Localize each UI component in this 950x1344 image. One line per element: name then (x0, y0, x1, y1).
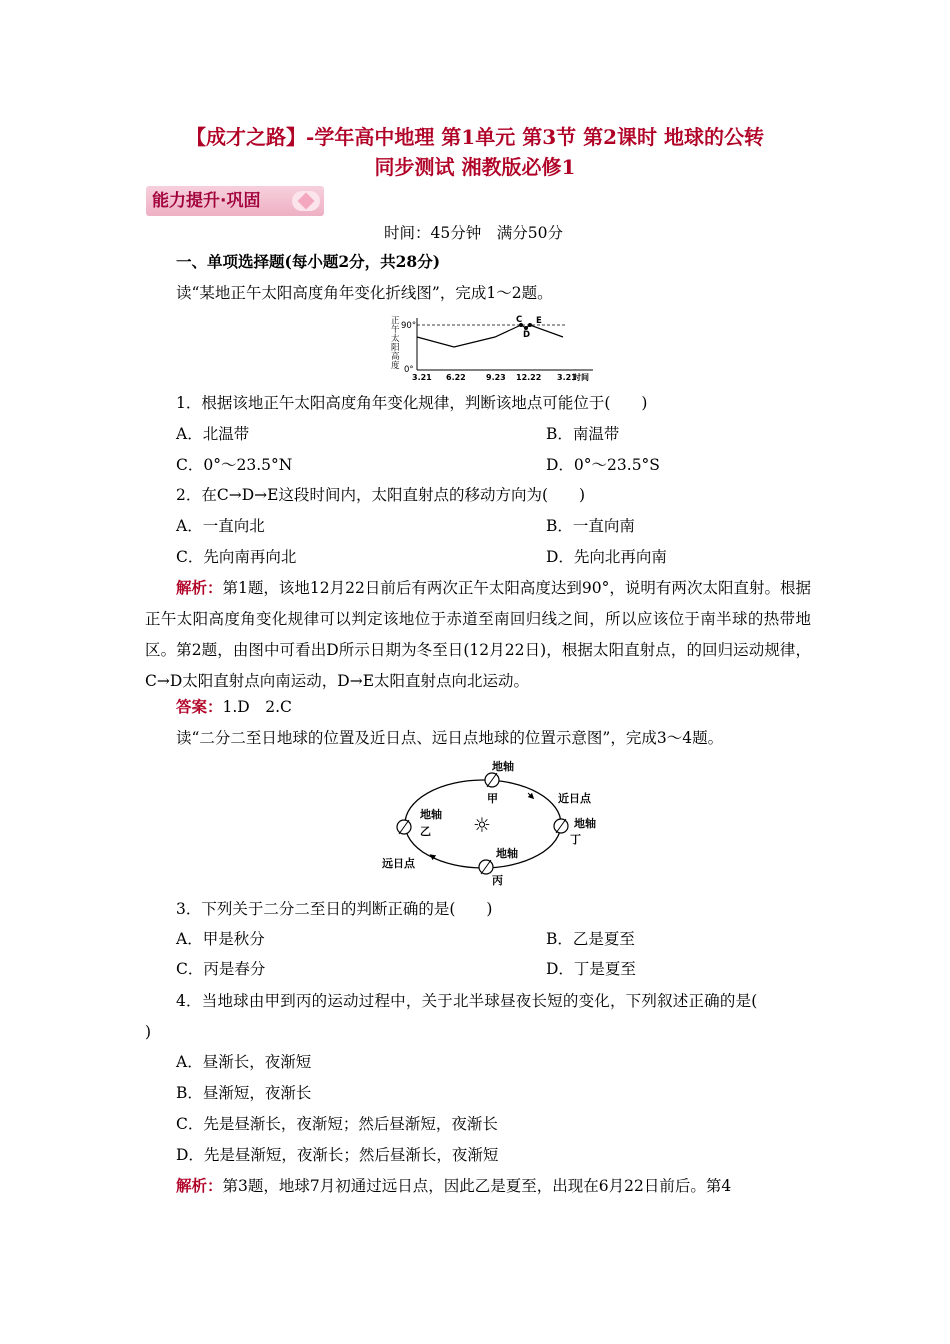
label-jia: 甲 (487, 792, 498, 805)
chart-ylabel-2: 太 (391, 334, 400, 344)
axis-label-yi: 地轴 (420, 808, 442, 821)
orbit-diagram (378, 757, 608, 887)
q1-option-b: B．南温带 (546, 425, 620, 443)
chart-label-d: D (523, 330, 531, 340)
q1-option-d: D．0°～23.5°S (546, 456, 660, 474)
answer-label: 答案： (176, 697, 223, 716)
q3-stem: 3．下列关于二分二至日的判断正确的是( ) (176, 900, 493, 918)
document-title-line2: 同步测试 湘教版必修1 (374, 155, 576, 179)
q3-option-a: A．甲是秋分 (176, 930, 265, 948)
q12-answer (176, 696, 292, 718)
label-yi: 乙 (420, 825, 431, 838)
chart-ylabel-1: 午 (391, 325, 400, 335)
q4-stem-line1: 4．当地球由甲到丙的运动过程中，关于北半球昼夜长短的变化，下列叙述正确的是( (176, 992, 758, 1010)
q1-stem: 1．根据该地正午太阳高度角年变化规律，判断该地点可能位于( ) (176, 394, 648, 412)
perihelion-label: 近日点 (558, 792, 591, 805)
badge-label: 能力提升·巩固 (152, 191, 261, 211)
chart-series-line (417, 325, 563, 347)
q12-analysis (145, 572, 811, 697)
chart-point-e (528, 323, 532, 327)
q4-option-c: C．先是昼渐长，夜渐短；然后昼渐短，夜渐长 (176, 1115, 498, 1133)
aphelion-label: 远日点 (382, 857, 415, 870)
axis-label-ding: 地轴 (574, 817, 596, 830)
chart-xlabel: 时间 (573, 373, 589, 382)
answer-text: 1.D 2.C (222, 698, 292, 716)
chart-label-e: E (536, 316, 542, 326)
section-badge (146, 186, 324, 216)
q1-option-c: C．0°～23.5°N (176, 456, 293, 474)
q3-option-d: D．丁是夏至 (546, 960, 636, 978)
analysis-label: 解析： (176, 578, 223, 597)
q3-option-c: C．丙是春分 (176, 960, 266, 978)
chart-xtick-1: 6.22 (446, 373, 466, 382)
analysis-text: 第1题，该地12月22日前后有两次正午太阳高度达到90°，说明有两次太阳直射。根据正午太阳高度角变化规律可以判定该地位于赤道至南回归线之间，所以应该位于南半球的热带地区。第2题，由图中可看出D所示日期为冬至日(12月22日)，根据太阳直射点，的回归运动规律，C→D太阳直射点向南运动，D→E太阳直射点向北运动。 (145, 579, 811, 690)
chart-ylabel-0: 正 (391, 316, 400, 326)
q4-stem-line2: ) (145, 1023, 152, 1041)
earth-jia-icon (485, 773, 499, 787)
orbit-arrow-icon (528, 793, 532, 797)
axis-label-jia: 地轴 (492, 760, 514, 773)
earth-ding-icon (554, 819, 568, 833)
chart-label-c: C (516, 315, 523, 325)
q12-intro: 读“某地正午太阳高度角年变化折线图”，完成1～2题。 (176, 284, 553, 302)
chart-xtick-0: 3.21 (412, 373, 432, 382)
solar-altitude-chart (385, 312, 600, 384)
earth-yi-icon (397, 820, 411, 834)
gem-icon (292, 191, 320, 211)
axis-label-bing: 地轴 (496, 847, 518, 860)
q2-option-a: A．一直向北 (176, 517, 265, 535)
q34-analysis (176, 1175, 731, 1197)
q2-option-c: C．先向南再向北 (176, 548, 297, 566)
chart-y90-label: 90° (401, 321, 417, 331)
chart-y0-label: 0° (404, 365, 414, 375)
section-heading: 一、单项选择题(每小题2分，共28分) (176, 252, 441, 271)
q4-option-d: D．先是昼渐短，夜渐长；然后昼渐长，夜渐短 (176, 1146, 499, 1164)
q2-option-d: D．先向北再向南 (546, 548, 667, 566)
document-title-line1: 【成才之路】-学年高中地理 第1单元 第3节 第2课时 地球的公转 (186, 125, 764, 149)
earth-bing-icon (479, 860, 493, 874)
time-info: 时间：45分钟 满分50分 (384, 224, 563, 242)
chart-xtick-2: 9.23 (486, 373, 506, 382)
analysis-text-2: 第3题，地球7月初通过远日点，因此乙是夏至，出现在6月22日前后。第4 (222, 1177, 732, 1195)
chart-ylabel-4: 高 (391, 352, 400, 362)
chart-xtick-4: 3.21 (557, 373, 577, 382)
label-ding: 丁 (570, 833, 581, 846)
q2-stem: 2．在C→D→E这段时间内，太阳直射点的移动方向为( ) (176, 486, 586, 504)
q2-option-b: B．一直向南 (546, 517, 635, 535)
q4-option-b: B．昼渐短，夜渐长 (176, 1084, 312, 1102)
q3-option-b: B．乙是夏至 (546, 930, 635, 948)
chart-ylabel-5: 度 (391, 361, 400, 371)
q4-option-a: A．昼渐长，夜渐短 (176, 1053, 312, 1071)
q34-intro: 读“二分二至日地球的位置及近日点、远日点地球的位置示意图”，完成3～4题。 (176, 729, 724, 747)
q1-option-a: A．北温带 (176, 425, 250, 443)
sun-icon: ☼ (473, 813, 491, 837)
chart-ylabel-3: 阳 (391, 343, 400, 353)
label-bing: 丙 (492, 874, 503, 887)
chart-xtick-3: 12.22 (516, 373, 542, 382)
analysis-label-2: 解析： (176, 1176, 223, 1195)
